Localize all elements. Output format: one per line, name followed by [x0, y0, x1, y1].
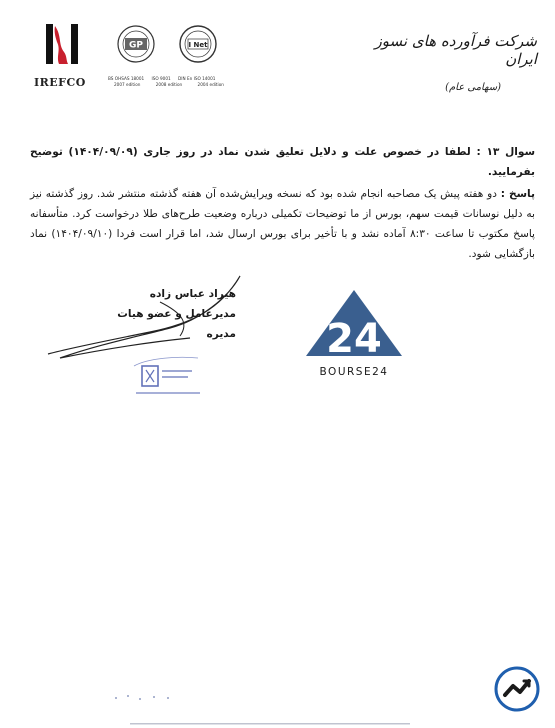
bourse24-mark-icon	[302, 286, 406, 362]
bourse24-watermark	[302, 286, 406, 378]
inet-cert-seal-icon	[178, 24, 218, 64]
answer-text: دو هفته پیش یک مصاحبه انجام شده بود که نسخه ویرایش‌شده آن هفته گذشته منتشر شد. روز گذشته نیز به دلیل نوسانات قیمت سهم، بورس از ما توضیحات تکمیلی درباره وضعیت طرح‌های طلا درخواست کرد. متأسفانه پاسخ مکتوب تا ساعت ۸:۳۰ آماده نشد و با تأخیر برای بورس ارسال شد، اما قرار است فردا (۱۴۰۴/۰۹/۱۰) نماد بازگشایی شود.	[30, 188, 535, 260]
signatory-name: هیراد عباس زاده	[149, 288, 236, 300]
bourse24-number: 24	[326, 316, 382, 362]
gp-cert-text: GP	[129, 40, 143, 51]
company-type: (سهامی عام)	[445, 82, 501, 93]
chart-badge-icon[interactable]	[494, 666, 540, 712]
inet-cert-text: I Net	[188, 41, 208, 49]
cert-label-iso14001: DIN En ISO 14001	[178, 76, 216, 81]
signatory-block	[86, 284, 236, 344]
company-name: شرکت فرآورده های نسوز ایران	[374, 32, 537, 68]
certification-logos	[108, 24, 248, 94]
scan-dots	[110, 690, 210, 704]
cert-label-iso9001: ISO 9001	[151, 76, 171, 81]
cert-edition-2007: 2007 edition	[114, 82, 141, 87]
footer-line	[130, 722, 410, 726]
signatory-title: مدیرعامل و عضو هیات مدیره	[117, 308, 236, 340]
irefco-logo	[34, 22, 94, 89]
cert-edition-2004: 2004 edition	[197, 82, 224, 87]
question-text: سوال ۱۳ : لطفا در خصوص علت و دلایل تعلیق شدن نماد در روز جاری (۱۴۰۴/۰۹/۰۹) توضیح بفرمایید.	[30, 146, 535, 178]
letter-body	[30, 142, 535, 264]
cert-edition-2008: 2008 edition	[155, 82, 183, 87]
company-stamp-icon	[128, 352, 208, 402]
answer-label: پاسخ :	[500, 188, 535, 200]
gp-cert-seal-icon	[116, 24, 156, 64]
company-heading	[367, 32, 537, 93]
cert-label-ohsas: BS OHSAS 18001	[108, 76, 145, 81]
cert-standards-labels	[108, 76, 258, 88]
answer-paragraph	[30, 184, 535, 264]
irefco-emblem-icon	[42, 22, 82, 66]
bourse24-brand-text: BOURSE24	[319, 366, 389, 378]
irefco-wordmark: IREFCO	[34, 76, 86, 89]
